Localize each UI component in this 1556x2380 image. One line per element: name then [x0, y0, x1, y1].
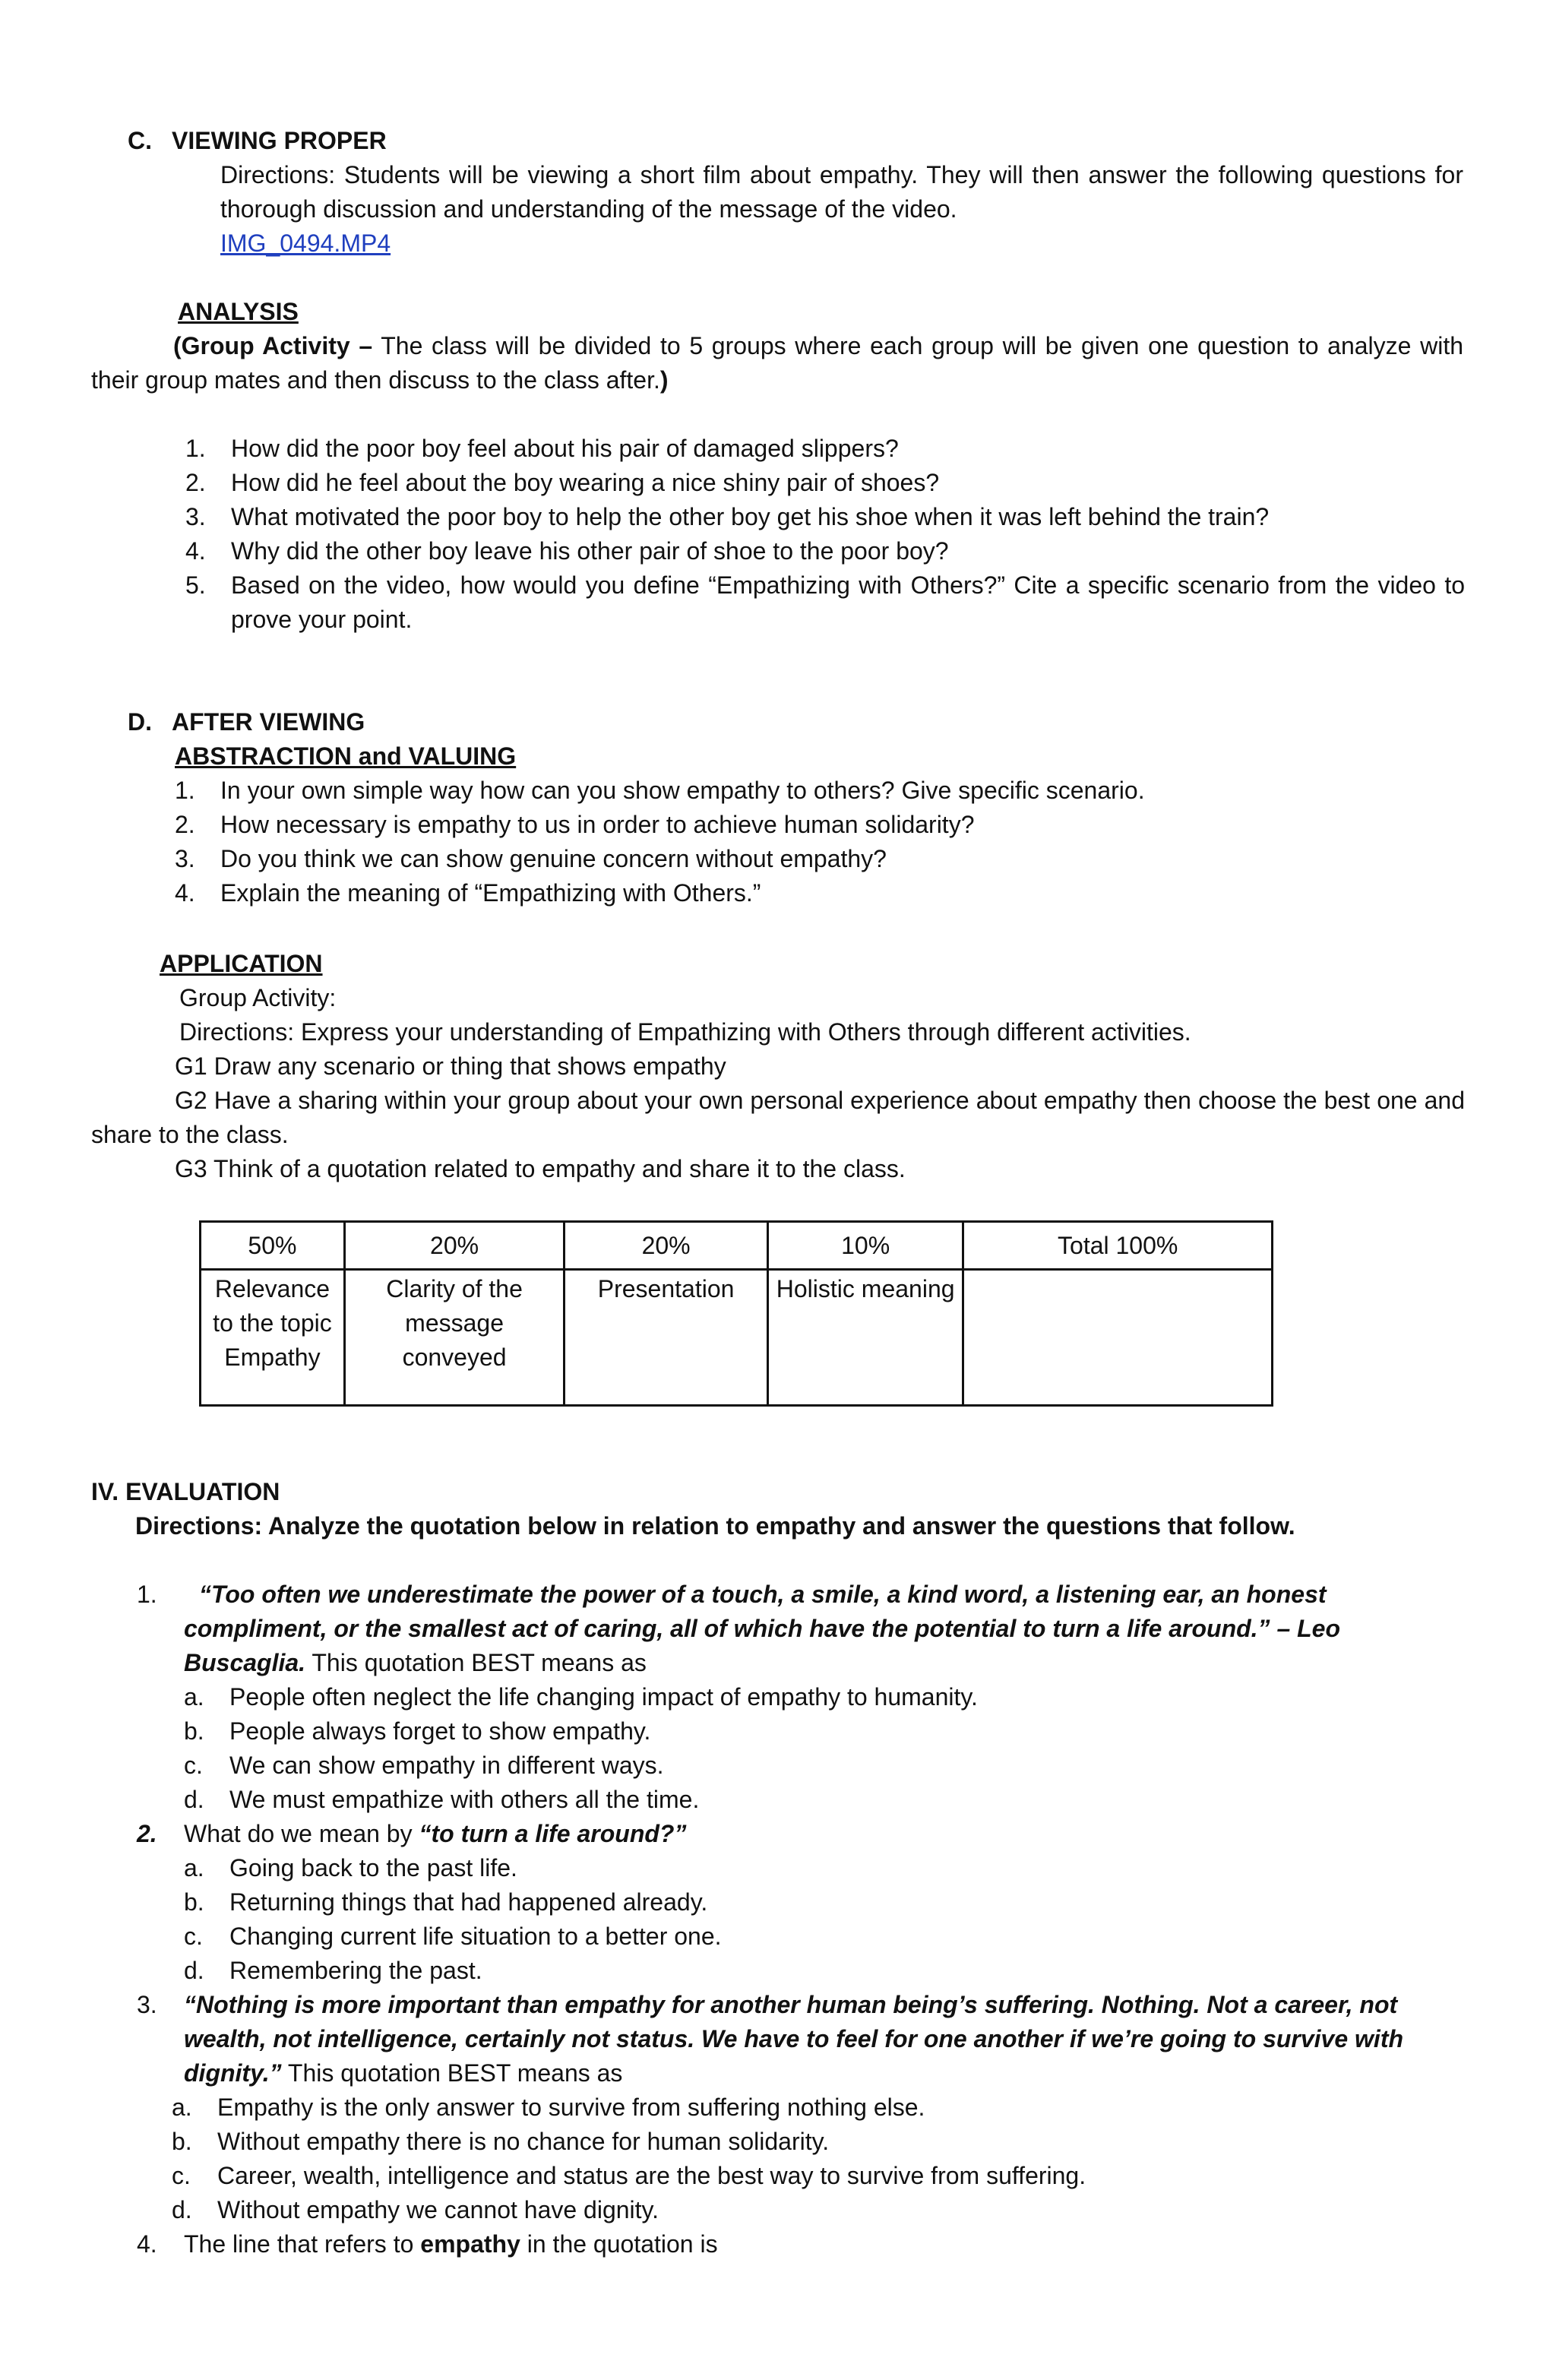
choice-item: b. Returning things that had happened already.	[184, 1888, 708, 1916]
rubric-table	[199, 1220, 1273, 1407]
choice-item: c. Career, wealth, intelligence and status are the best way to survive from suffering.	[172, 2162, 1086, 2189]
question-2-choices	[184, 1851, 1445, 1988]
section-d-heading	[128, 705, 365, 739]
application-directions: Directions: Express your understanding of Empathizing with Others through different activities.	[179, 1018, 1191, 1046]
evaluation-heading: IV. EVALUATION	[91, 1478, 280, 1505]
section-letter: D.	[128, 708, 152, 736]
list-item: 2. How necessary is empathy to us in order to achieve human solidarity?	[175, 811, 975, 838]
list-item: 2. How did he feel about the boy wearing a nice shiny pair of shoes?	[185, 469, 940, 496]
abstraction-heading: ABSTRACTION and VALUING	[175, 742, 517, 770]
choice-item: a. People often neglect the life changing impact of empathy to humanity.	[184, 1683, 978, 1711]
list-item: 3. Do you think we can show genuine concern without empathy?	[175, 845, 887, 872]
choice-item: b. People always forget to show empathy.	[184, 1717, 651, 1745]
list-item: 4. Why did the other boy leave his other pair of shoe to the poor boy?	[185, 537, 949, 565]
rubric-criterion: Relevance to the topic Empathy	[201, 1270, 345, 1406]
question-2-text: What do we mean by “to turn a life around?”	[184, 1820, 687, 1847]
rubric-criteria-row	[201, 1270, 1273, 1406]
choice-item: d. We must empathize with others all the time.	[184, 1786, 700, 1813]
rubric-weight: 10%	[767, 1222, 963, 1270]
list-item: 3. What motivated the poor boy to help the other boy get his shoe when it was left behind the train?	[185, 503, 1270, 530]
group-activity-text: The class will be divided to 5 groups where each group will be given one question to analyze with their group mates and then discuss to the class after.	[91, 332, 1464, 394]
section-letter: C.	[128, 127, 152, 154]
close-paren: )	[659, 366, 669, 394]
rubric-total: Total 100%	[963, 1222, 1273, 1270]
choice-item: d. Without empathy we cannot have dignity.	[172, 2196, 659, 2223]
choice-item: a. Going back to the past life.	[184, 1854, 517, 1882]
question-1-text: “Too often we underestimate the power of a touch, a smile, a kind word, a listening ear, an honest compliment, or the smallest act of caring, all of which have the potential to turn a life around.” – Leo Buscaglia. This quotation BEST means as	[184, 1581, 1341, 1676]
group-3-task: G3 Think of a quotation related to empathy and share it to the class.	[175, 1155, 906, 1182]
question-number: 4.	[137, 2230, 157, 2258]
rubric-criterion: Presentation	[565, 1270, 768, 1406]
question-3-text: “Nothing is more important than empathy for another human being’s suffering. Nothing. Not a career, not wealth, not intelligence, certainly not status. We have to feel for one another if we’re going to survive with dignity.” This quotation BEST means as	[184, 1991, 1404, 2087]
quote: “Too often we underestimate the power of a touch, a smile, a kind word, a listening ear, an honest compliment, or the smallest act of caring, all of which have the potential to turn a life around.” – Leo Buscaglia.	[184, 1581, 1341, 1676]
question-3-choices	[172, 2090, 1448, 2227]
choice-item: c. We can show empathy in different ways.	[184, 1752, 664, 1779]
question-1-choices	[184, 1680, 1445, 1817]
quote: “Nothing is more important than empathy for another human being’s suffering. Nothing. Not a career, not wealth, not intelligence, certainly not status. We have to feel for one another if we’re going to survive with dignity.”	[184, 1991, 1404, 2087]
choice-item: b. Without empathy there is no chance for human solidarity.	[172, 2128, 830, 2155]
group-1-task: G1 Draw any scenario or thing that shows empathy	[175, 1052, 726, 1080]
choice-item: a. Empathy is the only answer to survive from suffering nothing else.	[172, 2094, 925, 2121]
list-item: 5. Based on the video, how would you define “Empathizing with Others?” Cite a specific scenario from the video to prove your point.	[185, 571, 1465, 633]
quote: “to turn a life around?”	[419, 1820, 687, 1847]
choice-item: d. Remembering the past.	[184, 1957, 482, 1984]
group-activity-label: Group Activity:	[179, 984, 337, 1011]
application-heading: APPLICATION	[160, 950, 323, 977]
viewing-directions: Directions: Students will be viewing a short film about empathy. They will then answer the following questions for thorough discussion and understanding of the message of the video.	[220, 161, 1463, 223]
choice-item: c. Changing current life situation to a better one.	[184, 1923, 722, 1950]
rubric-weight: 50%	[201, 1222, 345, 1270]
rubric-header-row	[201, 1222, 1273, 1270]
question-number: 3.	[137, 1991, 157, 2018]
question-4-text: The line that refers to empathy in the quotation is	[184, 2230, 718, 2258]
rubric-criterion: Clarity of the message conveyed	[344, 1270, 564, 1406]
video-link[interactable]: IMG_0494.MP4	[220, 229, 391, 257]
list-item: 1. In your own simple way how can you show empathy to others? Give specific scenario.	[175, 777, 1145, 804]
question-number: 1.	[137, 1581, 157, 1608]
question-number: 2.	[137, 1820, 157, 1847]
rubric-criterion: Holistic meaning	[767, 1270, 963, 1406]
section-title: AFTER VIEWING	[172, 708, 365, 736]
group-activity-label: (Group Activity –	[173, 332, 373, 359]
abstraction-questions	[175, 774, 1466, 910]
rubric-criterion	[963, 1270, 1273, 1406]
analysis-questions	[185, 432, 1465, 637]
section-title: VIEWING PROPER	[172, 127, 387, 154]
evaluation-directions: Directions: Analyze the quotation below in relation to empathy and answer the questions that follow.	[135, 1512, 1295, 1540]
analysis-instructions	[91, 329, 1463, 397]
list-item: 1. How did the poor boy feel about his pair of damaged slippers?	[185, 435, 899, 462]
rubric-weight: 20%	[565, 1222, 768, 1270]
analysis-heading: ANALYSIS	[178, 298, 299, 325]
list-item: 4. Explain the meaning of “Empathizing with Others.”	[175, 879, 761, 907]
group-2-task: G2 Have a sharing within your group about your own personal experience about empathy then choose the best one and share to the class.	[91, 1087, 1465, 1148]
section-c-heading	[128, 124, 387, 158]
rubric-weight: 20%	[344, 1222, 564, 1270]
